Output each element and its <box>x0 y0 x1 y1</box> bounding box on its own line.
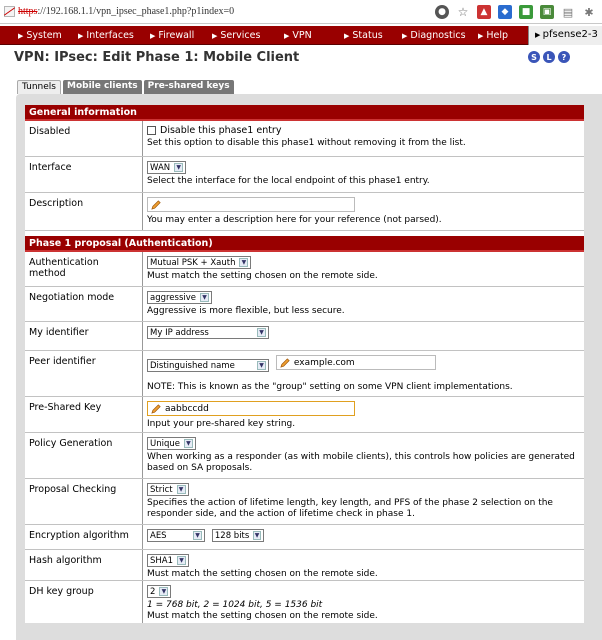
chevron-down-icon: ▼ <box>177 556 186 565</box>
auth-method-select[interactable]: Mutual PSK + Xauth ▼ <box>147 256 251 269</box>
content-panel <box>16 94 602 640</box>
tab-tunnels[interactable]: Tunnels <box>17 80 61 94</box>
field-label: DH key group <box>25 581 143 623</box>
field-label: Interface <box>25 157 143 192</box>
encryption-select[interactable]: AES ▼ <box>147 529 205 542</box>
status-shortcut-icon[interactable]: S <box>528 51 540 63</box>
nav-system[interactable]: ▶ System <box>18 30 62 41</box>
chevron-down-icon: ▼ <box>257 328 266 337</box>
insecure-lock-icon <box>4 6 15 17</box>
row-encryption <box>25 525 584 550</box>
proposal-checking-select[interactable]: Strict ▼ <box>147 483 189 496</box>
nav-firewall[interactable]: ▶ Firewall <box>150 30 195 41</box>
row-dh-group <box>25 581 584 623</box>
phase1-form <box>25 105 584 623</box>
row-policy-generation <box>25 433 584 479</box>
chevron-down-icon: ▼ <box>254 532 260 539</box>
page-title: VPN: IPsec: Edit Phase 1: Mobile Client <box>14 50 300 65</box>
star-bookmark-icon[interactable]: ☆ <box>457 5 469 19</box>
field-label: Hash algorithm <box>25 550 143 580</box>
peer-identifier-select[interactable]: Distinguished name ▼ <box>147 359 269 372</box>
field-label: Authentication method <box>25 252 143 286</box>
nav-services[interactable]: ▶ Services <box>212 30 261 41</box>
tab-pre-shared-keys[interactable]: Pre-shared keys <box>144 80 234 94</box>
checkbox-label: Disable this phase1 entry <box>160 125 282 136</box>
field-label: Description <box>25 193 143 230</box>
chevron-down-icon: ▼ <box>200 293 209 302</box>
feed-icon[interactable]: ● <box>435 5 449 19</box>
page-menu-icon[interactable]: ▤ <box>562 5 574 19</box>
chevron-down-icon: ▼ <box>159 587 168 596</box>
section-phase1: Phase 1 proposal (Authentication) <box>25 236 584 252</box>
chevron-down-icon: ▼ <box>177 485 186 494</box>
tab-mobile-clients[interactable]: Mobile clients <box>63 80 142 94</box>
field-label: Policy Generation <box>25 433 143 478</box>
row-negotiation <box>25 287 584 322</box>
addon-green-icon[interactable]: ■ <box>519 5 533 19</box>
url-text[interactable]: https://192.168.1.1/vpn_ipsec_phase1.php?p1index=0 <box>18 6 235 17</box>
row-interface <box>25 157 584 193</box>
chevron-down-icon: ▼ <box>257 361 266 370</box>
hostname-label: ▶ pfsense2-3 <box>528 26 602 45</box>
pencil-icon <box>151 403 162 414</box>
field-desc: Aggressive is more flexible, but less secure. <box>147 306 345 316</box>
field-label: Peer identifier <box>25 351 143 396</box>
browser-address-bar[interactable] <box>0 0 602 24</box>
pdf-icon[interactable]: ▲ <box>477 5 491 19</box>
interface-select[interactable]: WAN ▼ <box>147 161 186 174</box>
dh-group-select[interactable]: 2 ▼ <box>147 585 171 598</box>
section-general: General information <box>25 105 584 121</box>
disable-checkbox[interactable] <box>147 126 156 135</box>
negotiation-select[interactable]: aggressive ▼ <box>147 291 212 304</box>
chevron-down-icon: ▼ <box>239 258 248 267</box>
wrench-settings-icon[interactable]: ✱ <box>582 5 596 19</box>
field-label: Negotiation mode <box>25 287 143 321</box>
nav-interfaces[interactable]: ▶ Interfaces <box>78 30 134 41</box>
main-navbar <box>0 26 602 45</box>
field-desc: Must match the setting chosen on the remote side. <box>147 611 378 622</box>
pencil-icon <box>280 357 291 368</box>
row-description <box>25 193 584 231</box>
row-my-identifier <box>25 322 584 351</box>
row-disabled <box>25 121 584 157</box>
chevron-down-icon: ▼ <box>174 163 183 172</box>
nav-status[interactable]: ▶ Status <box>344 30 383 41</box>
extension-icon[interactable]: ◆ <box>498 5 512 19</box>
nav-diagnostics[interactable]: ▶ Diagnostics <box>402 30 466 41</box>
field-desc: Must match the setting chosen on the remote side. <box>147 569 378 579</box>
tab-bar <box>17 80 234 94</box>
pencil-icon <box>151 199 162 210</box>
field-note: NOTE: This is known as the "group" setting on some VPN client implementations. <box>147 382 513 392</box>
row-hash <box>25 550 584 581</box>
nav-vpn[interactable]: ▶ VPN <box>284 30 312 41</box>
chevron-down-icon: ▼ <box>193 531 202 540</box>
peer-identifier-input[interactable]: example.com <box>276 355 436 370</box>
nav-help[interactable]: ▶ Help <box>478 30 509 41</box>
row-auth-method <box>25 252 584 287</box>
field-desc: Select the interface for the local endpoint of this phase1 entry. <box>147 176 430 186</box>
pre-shared-key-input[interactable]: aabbccdd <box>147 401 355 416</box>
field-desc: Specifies the action of lifetime length, key length, and PFS of the phase 2 selection on the responder side, and the action of lifetime check in phase 1. <box>147 498 553 520</box>
field-label: Encryption algorithm <box>25 525 143 549</box>
log-shortcut-icon[interactable]: L <box>543 51 555 63</box>
key-length-select[interactable]: 128 bits ▼ <box>212 529 264 542</box>
field-desc: Set this option to disable this phase1 without removing it from the list. <box>147 138 466 148</box>
addon-count-icon[interactable]: ▣ <box>540 5 554 19</box>
row-pre-shared-key <box>25 397 584 433</box>
row-proposal-checking <box>25 479 584 525</box>
row-peer-identifier <box>25 351 584 397</box>
dh-group-hint: 1 = 768 bit, 2 = 1024 bit, 5 = 1536 bit <box>147 600 323 610</box>
field-desc: You may enter a description here for your reference (not parsed). <box>147 215 442 225</box>
field-desc: Input your pre-shared key string. <box>147 419 296 429</box>
field-label: Proposal Checking <box>25 479 143 524</box>
policy-generation-select[interactable]: Unique ▼ <box>147 437 196 450</box>
field-label: Disabled <box>25 121 143 156</box>
description-input[interactable] <box>147 197 355 212</box>
field-desc: Must match the setting chosen on the remote side. <box>147 271 378 281</box>
chevron-down-icon: ▼ <box>184 439 193 448</box>
help-icon[interactable]: ? <box>558 51 570 63</box>
my-identifier-select[interactable]: My IP address ▼ <box>147 326 269 339</box>
field-label: Pre-Shared Key <box>25 397 143 432</box>
hash-select[interactable]: SHA1 ▼ <box>147 554 189 567</box>
field-label: My identifier <box>25 322 143 350</box>
field-desc: When working as a responder (as with mobile clients), this controls how policies are generated based on SA proposals. <box>147 452 575 474</box>
